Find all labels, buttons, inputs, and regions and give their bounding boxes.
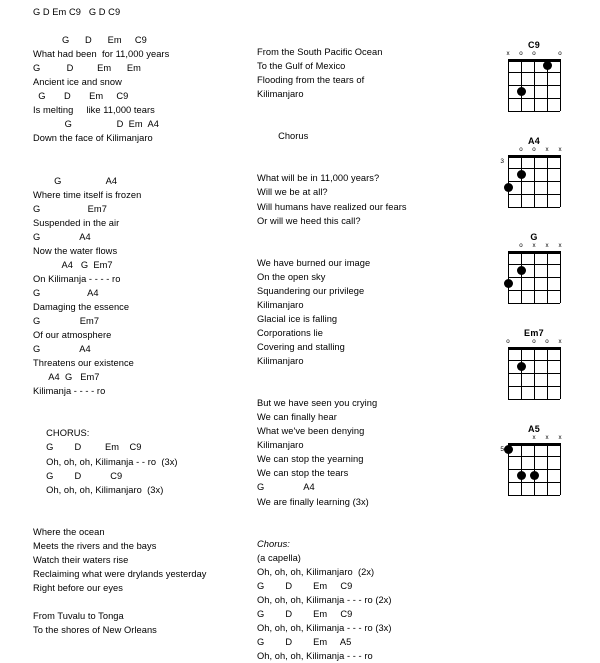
lyric-line: Covering and stalling (257, 341, 345, 352)
lyric-line: Oh, oh, oh, Kilimanja - - - ro (3x) (257, 622, 392, 633)
string-line (534, 347, 535, 399)
string-markers (508, 50, 560, 58)
lyric-line: Or will we heed this call? (257, 215, 361, 226)
string-markers (508, 434, 560, 442)
lyrics-column-right (257, 45, 407, 663)
finger-dot (530, 471, 539, 480)
chord-name-label: A5 (527, 424, 541, 434)
fretboard-grid (500, 443, 560, 507)
lyric-line: Oh, oh, oh, Kilimanja - - - ro (257, 651, 373, 662)
finger-dot (504, 183, 513, 192)
lyric-line: G D Em A4 (33, 119, 159, 130)
lyric-line: Watch their waters rise (33, 554, 129, 565)
muted-string-icon: x (506, 50, 510, 57)
lyric-spacer (257, 368, 407, 382)
lyric-line: G A4 (33, 287, 99, 298)
start-fret-label: 3 (500, 157, 504, 165)
muted-string-icon: x (558, 146, 562, 153)
lyric-line: G D C9 (33, 470, 123, 481)
string-markers (508, 146, 560, 154)
string-line (547, 347, 548, 399)
lyric-line: Where the ocean (33, 526, 105, 537)
lyric-line: Oh, oh, oh, Kilimanjaro (3x) (33, 484, 164, 495)
lyric-line: What will be in 11,000 years? (257, 173, 380, 184)
open-string-icon: o (519, 50, 523, 57)
fret-line (508, 495, 560, 496)
lyric-line: Oh, oh, oh, Kilimanja - - - ro (2x) (257, 594, 392, 605)
fret-line (508, 399, 560, 400)
lyric-spacer (33, 412, 207, 426)
muted-string-icon: x (545, 242, 549, 249)
lyric-line: G Em7 (33, 316, 100, 327)
lyric-line: Where time itself is frozen (33, 189, 142, 200)
lyric-line: A4 G Em7 (33, 259, 113, 270)
chord-name-label: A4 (527, 136, 541, 146)
chord-diagram-g (486, 232, 600, 327)
chord-diagram-c9 (486, 40, 600, 135)
lyric-line: Flooding from the tears of (257, 75, 365, 86)
muted-string-icon: x (558, 242, 562, 249)
fret-line (508, 207, 560, 208)
lyric-line: Of our atmosphere (33, 330, 112, 341)
string-line (508, 347, 509, 399)
string-line (521, 347, 522, 399)
lyric-line: Damaging the essence (33, 301, 130, 312)
lyric-line: G D Em C9 (257, 608, 353, 619)
muted-string-icon: x (545, 434, 549, 441)
lyrics-column-left (33, 5, 207, 637)
lyric-spacer (257, 101, 407, 115)
lyric-line: Glacial ice is falling (257, 313, 338, 324)
lyric-line: CHORUS: (33, 428, 90, 439)
string-line (560, 251, 561, 303)
chord-name-label: G (530, 232, 538, 242)
lyric-line: Squandering our privilege (257, 285, 365, 296)
lyric-line: G D Em C9 (33, 442, 142, 453)
lyric-spacer (257, 228, 407, 242)
lyric-line: G D Em C9 (257, 580, 353, 591)
lyric-line: Will humans have realized our fears (257, 201, 407, 212)
lyric-line: G A4 (33, 175, 118, 186)
open-string-icon: o (545, 338, 549, 345)
lyric-spacer (33, 145, 207, 159)
lyric-spacer (257, 143, 407, 157)
string-line (521, 59, 522, 111)
open-string-icon: o (558, 50, 562, 57)
finger-dot (543, 61, 552, 70)
chord-diagram-column (486, 40, 600, 520)
lyric-line: (a capella) (257, 552, 301, 563)
finger-dot (517, 362, 526, 371)
lyric-line: G D Em C9 (33, 35, 147, 46)
lyric-line: We have burned our image (257, 257, 371, 268)
string-line (534, 251, 535, 303)
string-line (560, 155, 561, 207)
lyric-line: Kilimanja - - - - ro (33, 386, 106, 397)
string-markers (508, 242, 560, 250)
open-string-icon: o (532, 338, 536, 345)
fretboard-grid (508, 251, 560, 315)
chord-diagram-a5 (486, 424, 600, 519)
lyric-line: Chorus: (257, 538, 290, 549)
lyric-spacer (33, 595, 207, 609)
string-line (508, 251, 509, 303)
lyric-line: What we've been denying (257, 426, 365, 437)
string-line (547, 443, 548, 495)
lyric-line: Ancient ice and snow (33, 77, 122, 88)
string-line (534, 59, 535, 111)
fretboard-grid (508, 59, 560, 123)
lyric-line: Kilimanjaro (257, 356, 304, 367)
lyric-line: G D Em C9 G D C9 (33, 7, 121, 17)
lyric-line: G D Em Em (33, 63, 141, 74)
lyric-line: Right before our eyes (33, 582, 123, 593)
lyric-line: We can stop the tears (257, 468, 349, 479)
chord-diagram-em7 (486, 328, 600, 423)
fret-line (508, 111, 560, 112)
lyric-spacer (33, 19, 207, 33)
muted-string-icon: x (532, 434, 536, 441)
chord-name-label: Em7 (524, 328, 544, 338)
lyric-line: A4 G Em7 (33, 372, 100, 383)
lyric-spacer (257, 382, 407, 396)
lyric-line: G A4 (257, 482, 315, 493)
lyric-line: Oh, oh, oh, Kilimanja - - ro (3x) (33, 456, 178, 467)
lyric-line: Suspended in the air (33, 217, 120, 228)
string-line (547, 251, 548, 303)
lyric-line: Meets the rivers and the bays (33, 540, 157, 551)
lyric-line: Is melting like 11,000 tears (33, 105, 155, 116)
string-line (521, 443, 522, 495)
finger-dot (504, 279, 513, 288)
lyric-spacer (257, 157, 407, 171)
open-string-icon: o (519, 242, 523, 249)
open-string-icon: o (519, 146, 523, 153)
lyric-spacer (33, 497, 207, 511)
lyric-line: Kilimanjaro (257, 89, 304, 100)
lyric-spacer (33, 511, 207, 525)
lyric-line: Corporations lie (257, 327, 323, 338)
lyric-spacer (257, 115, 407, 129)
lyric-line: But we have seen you crying (257, 398, 378, 409)
chord-name-label: C9 (527, 40, 541, 50)
lyric-line: We are finally learning (3x) (257, 496, 369, 507)
lyric-spacer (33, 160, 207, 174)
muted-string-icon: x (558, 434, 562, 441)
string-line (560, 347, 561, 399)
open-string-icon: o (532, 146, 536, 153)
lyric-line: Now the water flows (33, 245, 118, 256)
lyric-line: G A4 (33, 231, 91, 242)
lyric-spacer (257, 509, 407, 523)
lyric-line: To the Gulf of Mexico (257, 61, 346, 72)
muted-string-icon: x (558, 338, 562, 345)
fretboard-grid (500, 155, 560, 219)
string-markers (508, 338, 560, 346)
string-line (547, 155, 548, 207)
finger-dot (517, 170, 526, 179)
lyric-line: To the shores of New Orleans (33, 625, 157, 636)
lyric-line: G D Em C9 (33, 91, 129, 102)
lyric-line: We can finally hear (257, 412, 337, 423)
lyric-line: Will we be at all? (257, 187, 328, 198)
lyric-line: Oh, oh, oh, Kilimanjaro (2x) (257, 566, 375, 577)
lyric-line: Kilimanjaro (257, 440, 304, 451)
string-line (521, 155, 522, 207)
lyric-line: What had been for 11,000 years (33, 49, 170, 60)
finger-dot (517, 87, 526, 96)
string-line (508, 155, 509, 207)
lyric-line: Down the face of Kilimanjaro (33, 133, 153, 144)
lyric-line: Reclaiming what were drylands yesterday (33, 568, 207, 579)
open-string-icon: o (506, 338, 510, 345)
string-line (534, 443, 535, 495)
string-line (560, 59, 561, 111)
finger-dot (517, 266, 526, 275)
lyric-line: G Em7 (33, 203, 107, 214)
lyric-line: Chorus (257, 131, 309, 142)
muted-string-icon: x (545, 146, 549, 153)
string-line (560, 443, 561, 495)
string-line (508, 59, 509, 111)
muted-string-icon: x (532, 242, 536, 249)
lyric-line: Kilimanjaro (257, 299, 304, 310)
open-string-icon: o (532, 50, 536, 57)
chord-diagram-a4 (486, 136, 600, 231)
lyric-line: On the open sky (257, 271, 326, 282)
fretboard-grid (508, 347, 560, 411)
fret-line (508, 303, 560, 304)
lyric-line: From the South Pacific Ocean (257, 47, 383, 57)
finger-dot (504, 445, 513, 454)
lyric-line: G D Em A5 (257, 636, 352, 647)
string-line (534, 155, 535, 207)
finger-dot (517, 471, 526, 480)
lyric-line: G A4 (33, 344, 91, 355)
string-line (521, 251, 522, 303)
lyric-spacer (257, 523, 407, 537)
start-fret-label: 5 (500, 445, 504, 453)
lyric-spacer (257, 242, 407, 256)
lyric-spacer (33, 398, 207, 412)
lyric-line: We can stop the yearning (257, 454, 364, 465)
lyric-line: Threatens our existence (33, 358, 134, 369)
lyric-line: On Kilimanja - - - - ro (33, 273, 121, 284)
lyric-line: From Tuvalu to Tonga (33, 611, 124, 622)
